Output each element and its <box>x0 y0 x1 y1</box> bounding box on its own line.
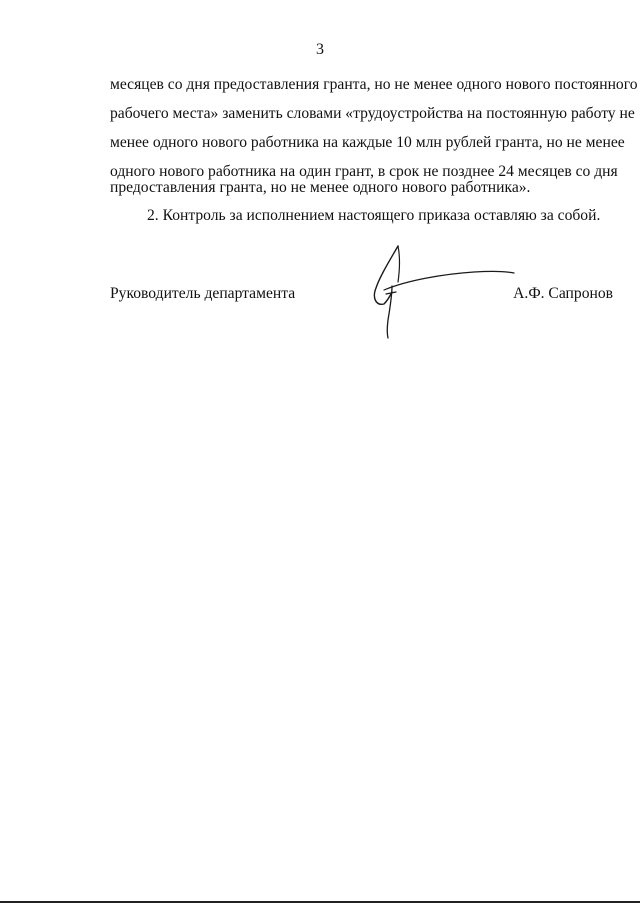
signer-title: Руководитель департамента <box>110 285 296 302</box>
bottom-scan-edge <box>0 901 640 903</box>
body-line-4: одного нового работника на один грант, в срок не позднее 24 месяцев со дня <box>110 163 618 180</box>
body-line-2: рабочего места» заменить словами «трудоустройства на постоянную работу не <box>110 105 635 122</box>
signer-name: А.Ф. Сапронов <box>513 285 613 302</box>
handwritten-signature-icon <box>362 242 522 342</box>
body-line-5: предоставления гранта, но не менее одного нового работника». <box>110 179 531 196</box>
page-number: 3 <box>316 41 324 58</box>
body-line-3: менее одного нового работника на каждые 10 млн рублей гранта, но не менее <box>110 134 625 151</box>
body-line-1: месяцев со дня предоставления гранта, но не менее одного нового постоянного <box>110 76 638 93</box>
paragraph-item-2: 2. Контроль за исполнением настоящего приказа оставляю за собой. <box>147 207 601 224</box>
